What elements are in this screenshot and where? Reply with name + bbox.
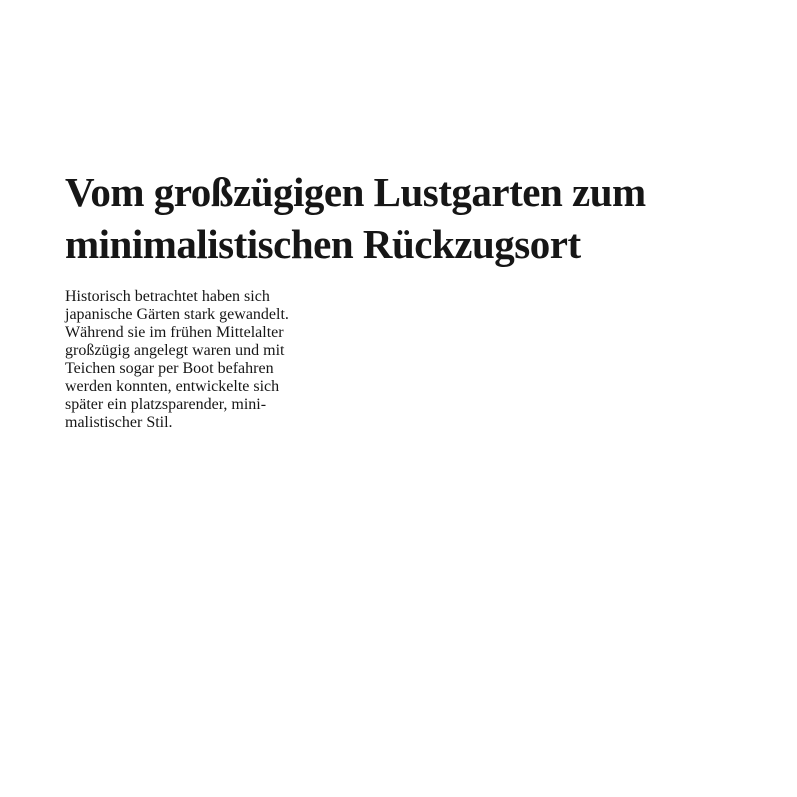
paragraph-line-7: später ein platzsparender, mini- [65,396,267,413]
article-heading [65,166,737,270]
paragraph-line-3: Während sie im frühen Mittelalter [65,324,284,341]
paragraph-line-6: werden konnten, entwickelte sich [65,378,280,395]
paragraph-line-5: Teichen sogar per Boot befahren [65,360,274,377]
paragraph-line-8: malistischer Stil. [65,414,173,431]
paragraph-line-1: Historisch betrachtet haben sich [65,288,270,305]
paragraph-line-2: japanische Gärten stark gewandelt. [65,306,289,323]
paragraph-line-4: großzügig angelegt waren und mit [65,342,285,359]
heading-line-1: Vom großzügigen Lustgarten zum [65,169,646,215]
heading-line-2: minimalistischen Rückzugsort [65,221,581,267]
